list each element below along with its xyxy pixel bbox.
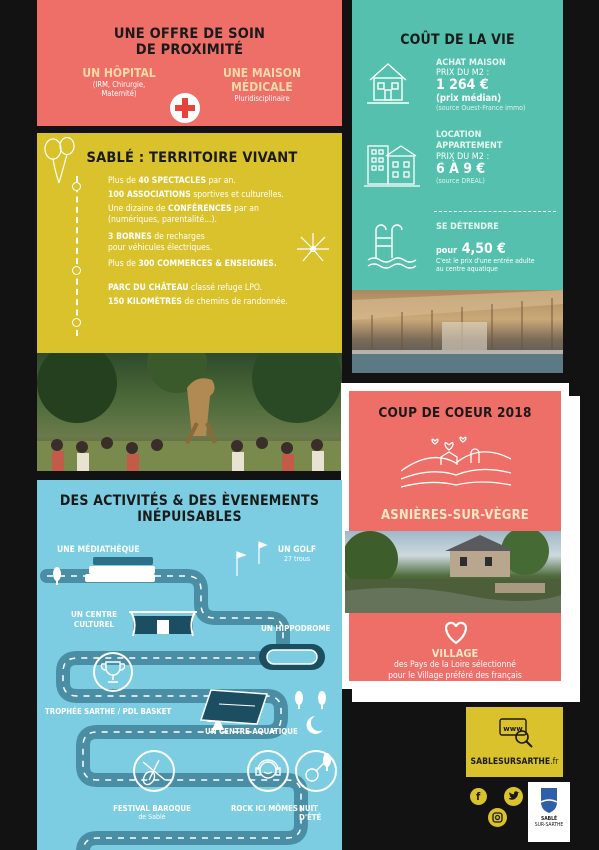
soin-title: UNE OFFRE DE SOIN DE PROXIMITÉ — [113, 26, 266, 58]
soin-panel — [37, 0, 342, 126]
hopital-block: UN HÔPITAL (IRM, Chirurgie, Maternité) — [82, 66, 156, 98]
list-item: Plus de 300 COMMERCES & ENSEIGNES. — [108, 259, 277, 269]
pool-ladder-icon — [366, 222, 418, 270]
list-item: 100 ASSOCIATIONS sportives et culturelles. — [108, 190, 284, 200]
www-search-icon — [498, 713, 534, 749]
list-item: Une dizaine de CONFÉRENCES par an — [108, 204, 259, 214]
guitar-icon — [295, 750, 337, 792]
list-item: PARC DU CHÂTEAU classé refuge LPO. — [108, 283, 263, 293]
heart-icon — [442, 620, 470, 646]
detente-block: SE DÉTENDRE pour 4,50 € C'est le prix d'une entrée adulte au centre aquatique — [436, 222, 535, 273]
website-panel[interactable] — [466, 707, 563, 777]
twitter-icon[interactable] — [504, 787, 523, 806]
winding-road — [37, 480, 342, 850]
pool-icon — [201, 690, 267, 724]
violin-icon — [133, 750, 175, 792]
list-item: 3 BORNES de recharges — [108, 232, 205, 242]
svg-text:www: www — [503, 725, 523, 733]
facebook-icon[interactable]: f — [470, 788, 487, 805]
village-photo — [345, 531, 561, 613]
aquatique-label: UN CENTRE AQUATIQUE — [205, 727, 298, 736]
moon-icon — [307, 716, 323, 734]
hippodrome-label: UN HIPPODROME — [261, 624, 331, 633]
building-icon — [364, 140, 420, 190]
village-name: ASNIÈRES-SUR-VÈGRE — [381, 508, 529, 523]
golf-flag-icons — [237, 542, 266, 576]
cout-panel — [352, 0, 563, 290]
list-item: 150 KILOMÈTRES de chemins de randonnée. — [108, 297, 288, 307]
bullet-icon — [72, 182, 81, 191]
location-block: LOCATION APPARTEMENT PRIX DU M2 : 6 À 9 € (source DREAL) — [436, 130, 503, 185]
festival-photo — [37, 353, 342, 471]
bullets-connector — [76, 176, 78, 336]
list-item: pour véhicules électriques. — [108, 243, 213, 253]
divider — [434, 211, 556, 212]
hippodrome-icon — [259, 644, 325, 670]
cross-icon — [170, 93, 200, 123]
festival-label: FESTIVAL BAROQUE de Sablé — [113, 804, 191, 821]
aquatic-center-photo — [352, 290, 563, 373]
bullet-icon — [72, 266, 81, 275]
cout-title: COÛT DE LA VIE — [400, 32, 515, 48]
nuit-label: NUIT D'ÉTÉ — [299, 804, 322, 822]
village-landscape-icon — [401, 435, 511, 495]
city-logo: SABLÉ SUR-SARTHE — [528, 782, 570, 842]
achat-block: ACHAT MAISON PRIX DU M2 : 1 264 € (prix médian) (source Ouest-France immo) — [436, 58, 526, 112]
territoire-title: SABLÉ : TERRITOIRE VIVANT — [86, 150, 298, 166]
maison-block: UNE MAISON MÉDICALE Pluridisciplinaire — [222, 66, 302, 103]
house-icon — [367, 58, 409, 108]
bullet-icon — [72, 318, 81, 327]
golf-label: UN GOLF 27 trous — [277, 545, 317, 563]
website-link[interactable]: SABLESURSARTHE.fr — [470, 757, 559, 767]
activites-panel — [37, 480, 342, 850]
list-item: (numériques, parentalité...). — [108, 215, 217, 225]
activites-title: DES ACTIVITÉS & DES ÈVENEMENTS INÉPUISABLES — [59, 493, 320, 525]
trophy-icon — [93, 652, 133, 692]
mediatheque-label: UNE MÉDIATHÈQUE — [57, 545, 140, 555]
centre-culturel-label: UN CENTRE CULTUREL — [71, 610, 117, 629]
coup-panel — [341, 383, 569, 689]
territoire-list — [108, 176, 338, 308]
rock-label: ROCK ICI MÔMES — [231, 804, 298, 813]
list-item: Plus de 40 SPECTACLES par an. — [108, 176, 236, 186]
kid-headphones-icon — [247, 750, 289, 792]
books-icon — [85, 557, 155, 582]
trophee-label: TROPHÉE SARTHE / PDL BASKET — [45, 707, 172, 716]
village-caption: VILLAGE des Pays de la Loire sélectionné pour le Village préféré des français — [388, 647, 522, 681]
instagram-icon[interactable] — [488, 808, 507, 827]
stage-icon — [129, 612, 197, 636]
coup-title: COUP DE COEUR 2018 — [378, 405, 532, 421]
